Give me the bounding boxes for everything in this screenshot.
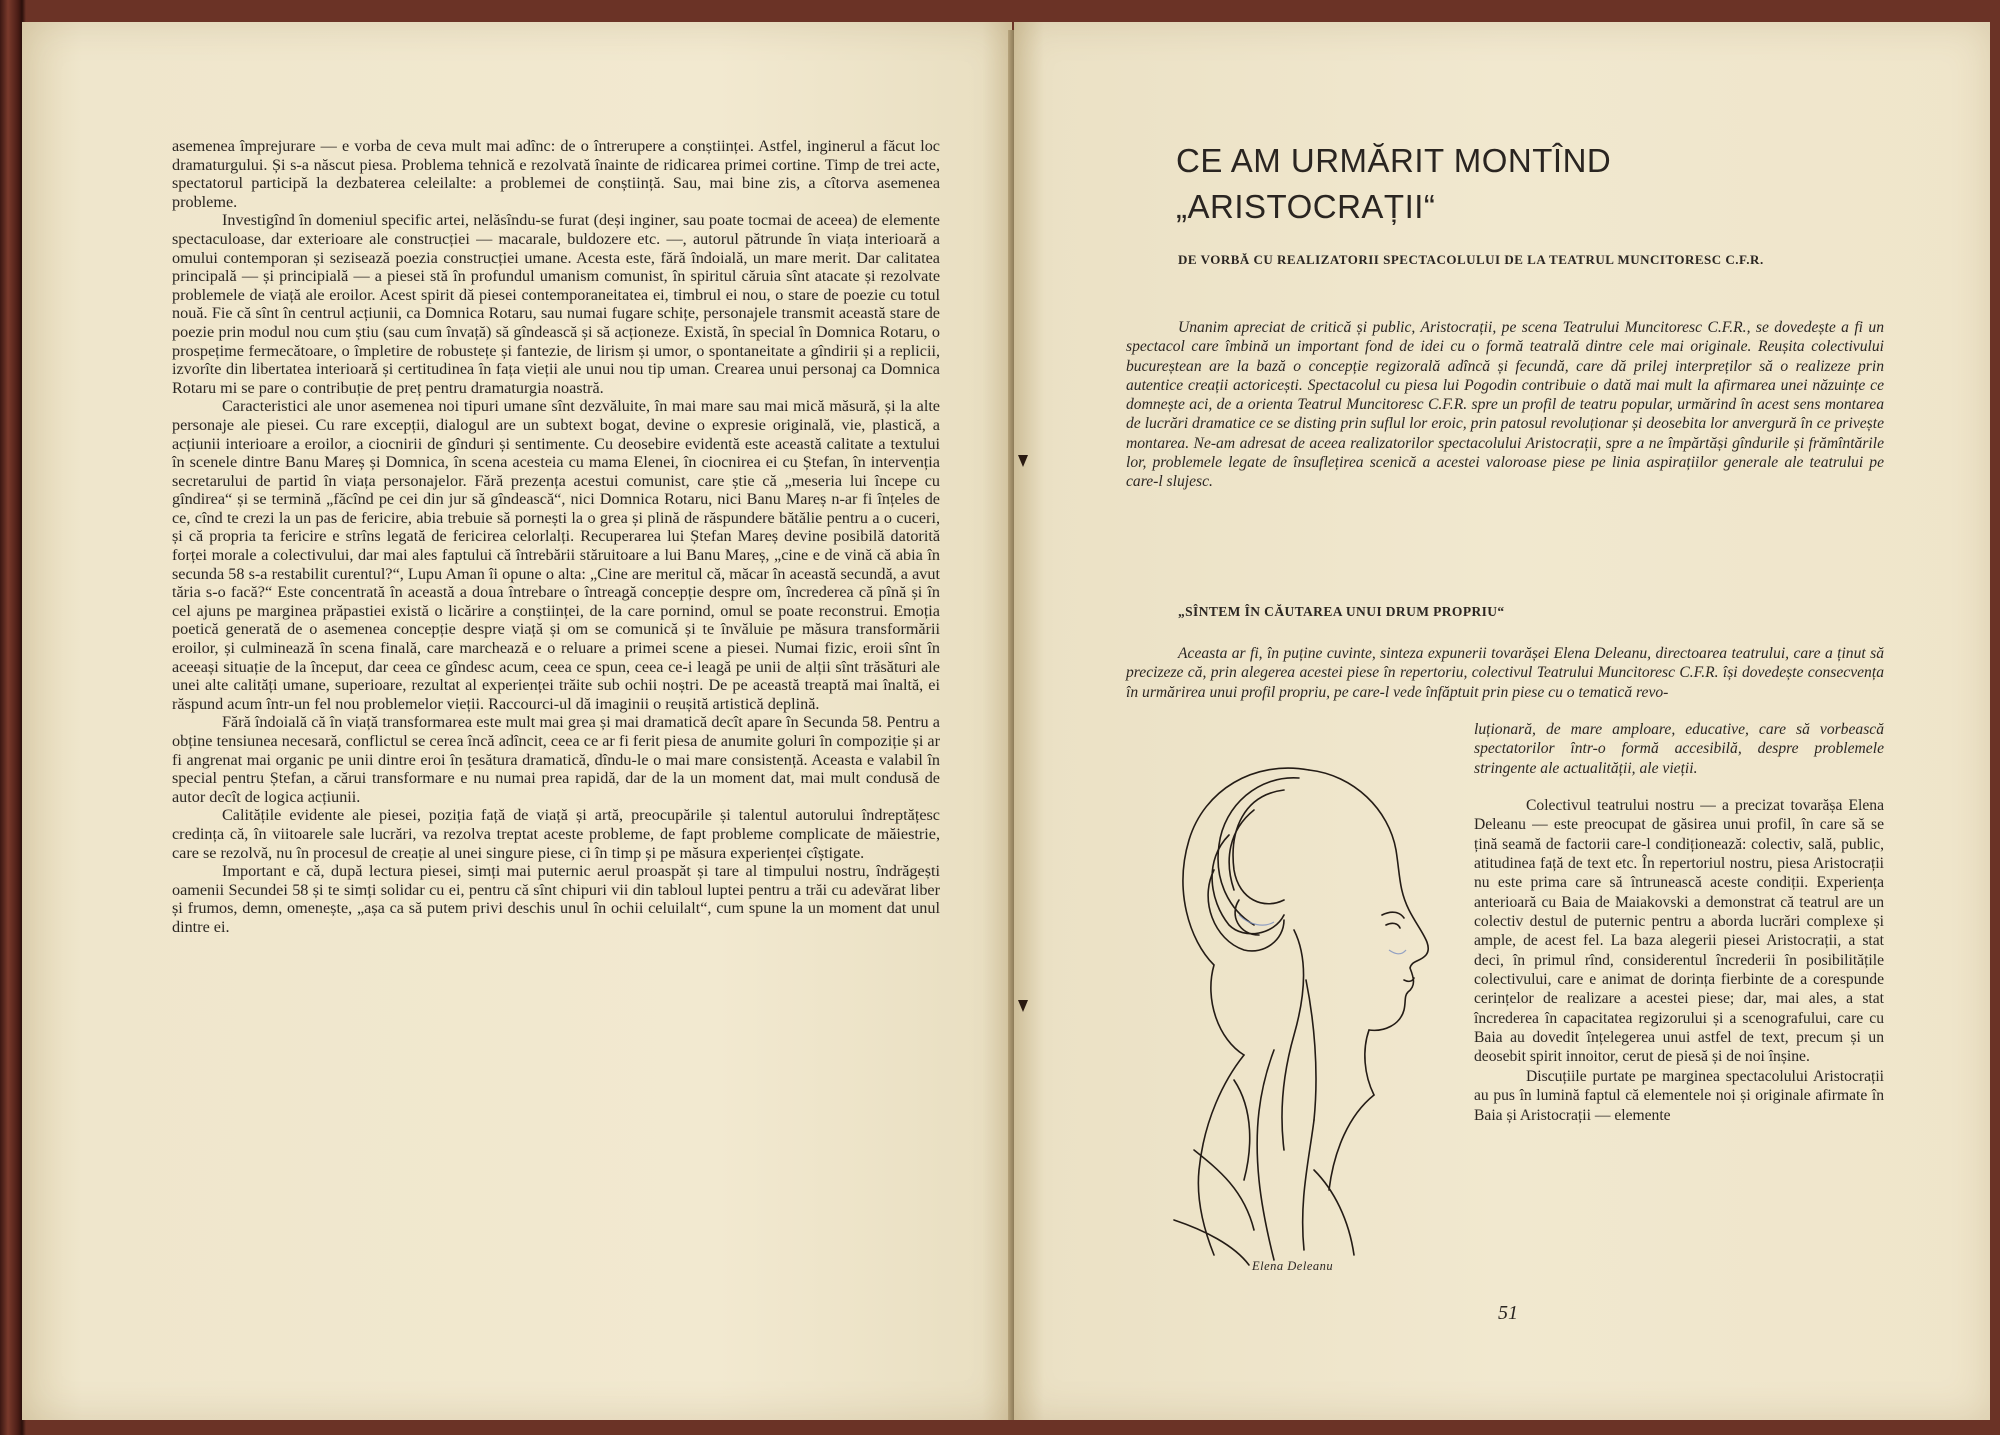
right-page xyxy=(1014,22,1990,1420)
left-page-text xyxy=(172,137,940,937)
article-intro: Unanim apreciat de critică și public, Aristocrații, pe scena Teatrului Muncitoresc C.F.R., se dovedește a fi un spectacol care îmbină un important fond de idei cu o formă teatrală dintre cele mai originale. Reușita colectivului bucureștean are la bază o concepție regizorală adîncă și fecundă, care dă prilej interpreților să o realizeze prin autentice creații actoricești. Spectacolul cu piesa lui Pogodin contribuie o dată mai mult la afirmarea unei năzuințe ce domnește aci, de a orienta Teatrul Muncitoresc C.F.R. spre un profil de teatru popular, urmărind în acest sens montarea de lucrări dramatice ce se disting prin suflul lor eroic, prin patosul revoluționar și deosebita lor anvergură în ce privește montarea. Ne-am adresat de aceea realizatorilor spectacolului Aristocrații, spre a ne împărtăși gîndurile și frămîntările lor, problemele legate de însuflețirea scenică a acestei valoroase piese pe linia aspirațiilor generale ale teatrului pe care-l slujesc. xyxy=(1126,319,1884,491)
page-number: 51 xyxy=(1498,1302,1518,1324)
section-heading: „SÎNTEM ÎN CĂUTAREA UNUI DRUM PROPRIU“ xyxy=(1178,604,1505,619)
section-intro: Aceasta ar fi, în puține cuvinte, sinteza expunerii tovarășei Elena Deleanu, directoarea teatrului, care a ținut să precizeze că, prin alegerea acestei piese în repertoriu, colectivul Teatrului Muncitoresc C.F.R. își dovedește consecvența în urmărirea unui profil propriu, pe care-l vede înfăptuit prin piese cu o tematică revo- xyxy=(1126,645,1884,701)
left-page xyxy=(22,22,1012,1420)
left-paragraph-3: Caracteristici ale unor asemenea noi tipuri umane sînt dezvăluite, în mai mare sau mai mică măsură, și la alte personaje ale piesei. Cu rare excepții, dialogul are un subtext bogat, devine o expresie originală, vie, plastică, a acțiunii interioare a eroilor, a ciocnirii de gînduri și sentimente. Cu deosebire evidentă este această calitate a textului în scenele dintre Banu Mareș și Domnica, în scena acesteia cu mama Elenei, în ciocnirea ei cu Ștefan, în intervenția secretarului de partid în viața personajelor. Fără prezența acestui comunist, care știe că „meseria lui începe cu gîndirea“ și se termină „făcînd pe cei din jur să gîndească“, nici Domnica Rotaru, nici Banu Mareș n-ar fi înțeles de ce, cînd te crezi la un pas de fericire, abia trebuie să pornești la o grea și plină de răspundere bătălie pentru a o cuceri, și că propria ta fericire e strîns legată de fericirea celorlalți. Recuperarea lui Ștefan Mareș devine posibilă datorită forței morale a colectivului, dar mai ales faptului că întrebării stăruitoare a lui Banu Mareș, „cine e de vină că abia în secunda 58 s-a restabilit curentul?“, Lupu Aman îi opune o alta: „Cine are meritul că, măcar în această secundă, a avut tăria s-o facă?“ Este concentrată în această a doua întrebare o întreagă concepție despre om, încrederea că pînă și în cel ajuns pe marginea prăpastiei există o licărire a conștiinței, de la care pornind, omul se poate reconstrui. Emoția poetică generată de o asemenea concepție despre viață și om se comunică și te învăluie pe măsura transformării eroilor, și culminează în scena finală, care marchează e o reluare a primei scene a piesei. Numai fizic, eroii sînt în aceeași situație de la început, dar ceea ce gîndesc acum, ceea ce spun, ceea ce-i leagă pe unii de alții sînt trăsături ale unei alte calități umane, superioare, rezultat al experienței trăite sub ochii noștri. De pe această treaptă mai înaltă, ei răspund acum într-un fel nou problemelor vieții. Raccourci-ul dă imaginii o reușită artistică deplină. xyxy=(172,397,940,713)
section-intro-continued: luționară, de mare amploare, educative, care să vorbească spectatorilor într-o formă accesibilă, despre problemele stringente ale actualității, ale vieții. xyxy=(1474,721,1884,777)
article-subtitle: DE VORBĂ CU REALIZATORII SPECTACOLULUI DE LA TEATRUL MUNCITORESC C.F.R. xyxy=(1178,252,1764,267)
left-paragraph-2: Investigînd în domeniul specific artei, nelăsîndu-se furat (deși inginer, sau poate tocmai de aceea) de elemente spectaculoase, dar exterioare ale construcției — macarale, buldozere etc. —, autorul pătrunde în viața interioară a omului contemporan și sezisează poezia construcției umane. Acesta este, fără îndoială, un mare merit. Dar calitatea principală — și principială — a piesei stă în profundul umanism comunist, în spiritul căruia sînt atacate și rezolvate problemele de viață ale eroilor. Acest spirit dă piesei contemporaneitatea ei, timbrul ei nou, o stare de poezie cu totul nouă. Fie că sînt în centrul acțiunii, ca Domnica Rotaru, sau numai fugare schițe, personajele transmit această stare de poezie prin modul nou cum știu (sau cum învață) să gîndească și să acționeze. Există, în special în Domnica Rotaru, o prospețime fermecătoare, o împletire de robustețe și fantezie, de lirism și umor, o spontaneitate a gîndirii și a replicii, izvorîte din libertatea interioară și certitudinea în fața vieții ale unui nou tip uman. Crearea unui personaj ca Domnica Rotaru mi se pare o contribuție de preț pentru dramaturgia noastră. xyxy=(172,211,940,397)
left-paragraph-4: Fără îndoială că în viață transformarea este mult mai grea și mai dramatică decît apare în Secunda 58. Pentru a obține tensiunea necesară, conflictul se cerea încă adîncit, ceea ce ar fi ferit piesa de anumite goluri în compoziție și ar fi angrenat mai organic pe unii dintre eroi în țesătura dramatică, dîndu-le o mai mare consistență. Aceasta e valabil în special pentru Ștefan, a cărui transformare e nu numai prea rapidă, dar de la un moment dat, mai mult condusă de autor decît de logica acțiunii. xyxy=(172,713,940,806)
gutter-mark-2 xyxy=(1018,1000,1028,1012)
article-body xyxy=(1474,796,1884,1125)
article-title-line-2: „ARISTOCRAȚII“ xyxy=(1176,188,1436,225)
gutter-mark-1 xyxy=(1018,455,1028,467)
article-title xyxy=(1176,138,1876,230)
left-paragraph-1: asemenea împrejurare — e vorba de ceva mult mai adînc: de o întrerupere a conștiinței. Astfel, inginerul a făcut loc dramaturgului. Și s-a născut piesa. Problema tehnică e rezolvată înainte de ridicarea primei cortine. Timp de trei acte, spectatorul participă la dezbaterea celeilalte: a problemei de conștiință. Sau, mai bine zis, a cîtorva asemenea probleme. xyxy=(172,137,940,211)
portrait-sketch-elena-deleanu xyxy=(1134,750,1464,1270)
article-title-line-1: CE AM URMĂRIT MONTÎND xyxy=(1176,142,1612,179)
left-paragraph-6: Important e că, după lectura piesei, simți mai puternic aerul proaspăt și tare al timpului nostru, îndrăgești oamenii Secundei 58 și te simți solidar cu ei, pentru că sînt chipuri vii din tabloul luptei pentru a trăi cu adevărat liber și frumos, demn, omenește, „așa ca să putem privi deschis unul în ochii celuilalt“, cum spune la un moment dat unul dintre ei. xyxy=(172,862,940,936)
body-paragraph-2: Discuțiile purtate pe marginea spectacolului Aristocrații au pus în lumină faptul că elementele noi și originale afirmate în Baia și Aristocrații — elemente xyxy=(1474,1067,1884,1124)
portrait-caption: Elena Deleanu xyxy=(1252,1259,1334,1273)
left-paragraph-5: Calitățile evidente ale piesei, poziția față de viață și artă, preocupările și talentul autorului îndreptățesc credința că, în viitoarele sale lucrări, va rezolva treptat aceste probleme, de fapt probleme complicate de măiestrie, care se rezolvă, nu în procesul de creație al unei singure piese, ci în timp și pe măsura experienței cîștigate. xyxy=(172,806,940,862)
body-paragraph-1: Colectivul teatrului nostru — a precizat tovarășa Elena Deleanu — este preocupat de găsirea unui profil, în care să se țină seamă de factorii care-l condiționează: colectiv, sală, public, atitudinea față de text etc. În repertoriul nostru, piesa Aristocrații nu este prima care să întrunească aceste condiții. Experiența anterioară cu Baia de Maiakovski a demonstrat că teatrul are un colectiv destul de puternic pentru a aborda lucrări complexe și ample, de acest fel. La baza alegerii piesei Aristocrații, a stat deci, în primul rînd, considerentul încrederii în posibilitățile colectivului, care e animat de dorința fierbinte de a corespunde cerințelor de realizare a acestei piese; dar, mai ales, a stat încrederea în capacitatea regizorului și a scenografului, care cu Baia au dovedit înțelegerea unui astfel de text, precum și un deosebit spirit innoitor, cerut de piesă și de noi înșine. xyxy=(1474,797,1884,1066)
